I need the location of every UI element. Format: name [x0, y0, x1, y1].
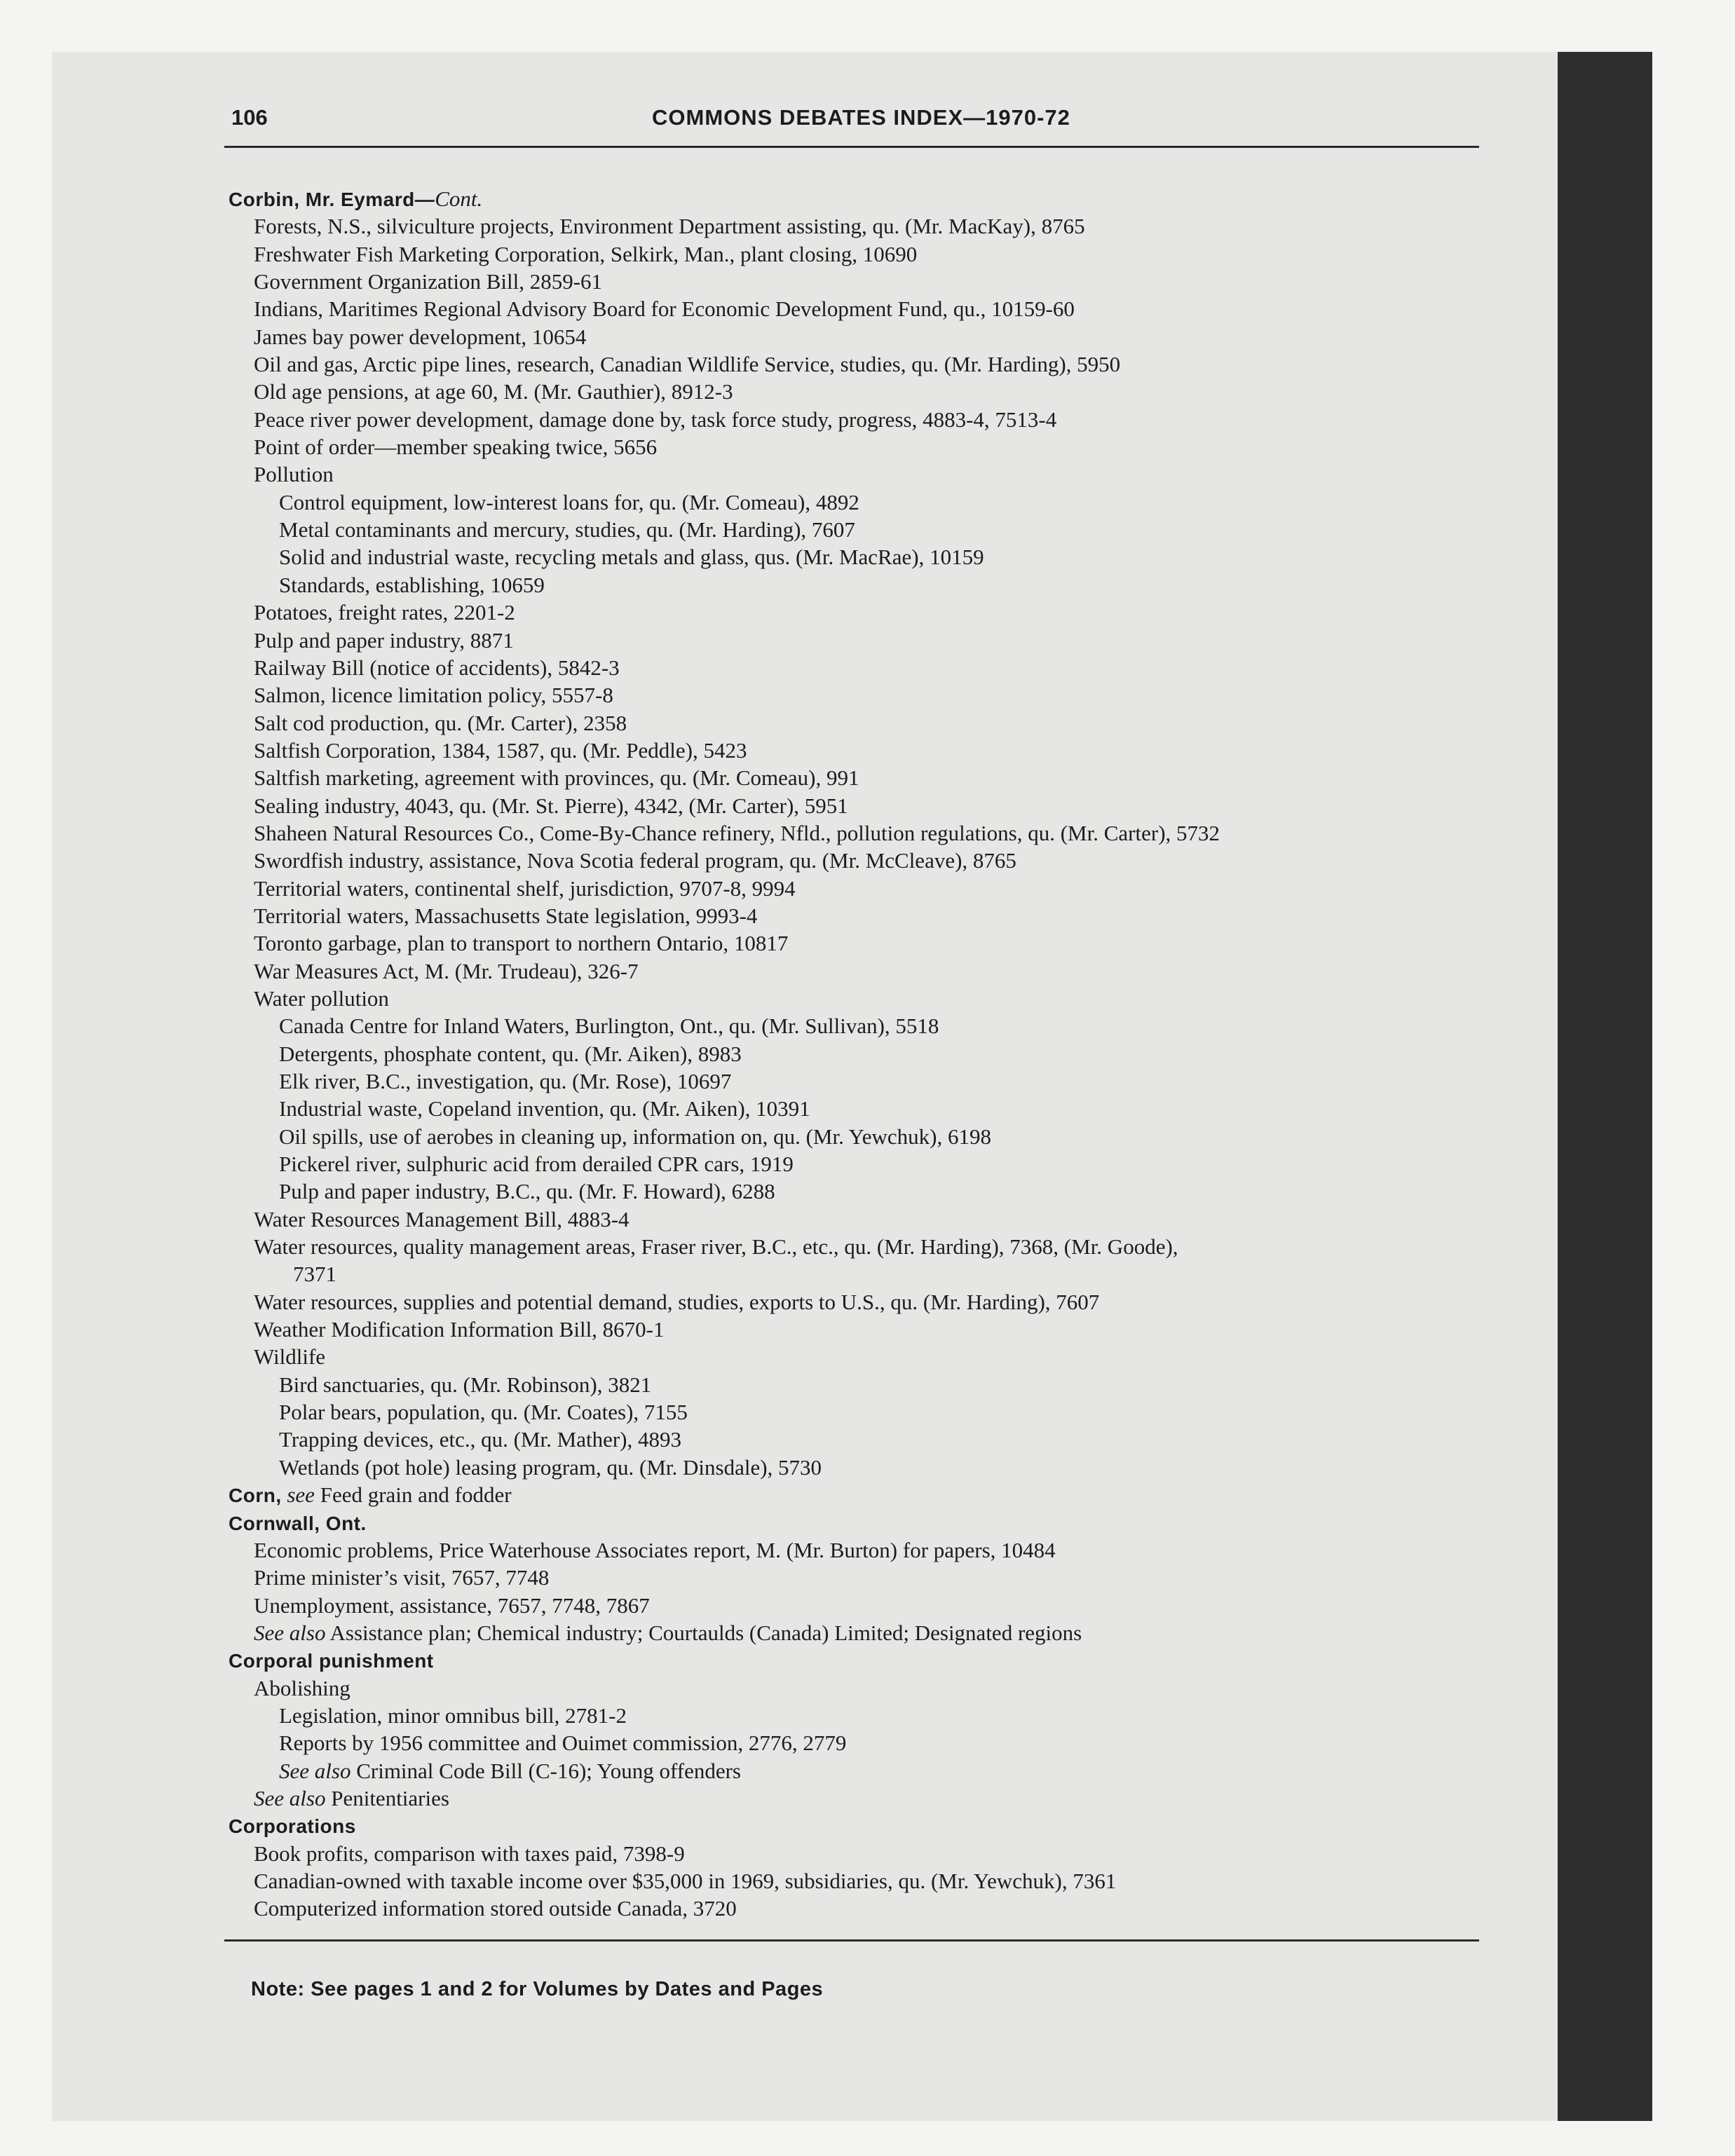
index-entry — [229, 1592, 1546, 1619]
footnote: Note: See pages 1 and 2 for Volumes by Dates and Pages — [251, 1978, 824, 2000]
entry-text: Canada Centre for Inland Waters, Burlington, Ont., qu. (Mr. Sullivan), 5518 — [279, 1014, 939, 1039]
entry-text: Saltfish marketing, agreement with provinces, qu. (Mr. Comeau), 991 — [254, 765, 859, 791]
index-entry — [229, 1729, 1546, 1756]
index-entry — [229, 571, 1546, 599]
index-entry — [229, 378, 1546, 405]
entry-text: Salt cod production, qu. (Mr. Carter), 2358 — [254, 710, 627, 735]
entry-text: Book profits, comparison with taxes paid, 7398-9 — [254, 1841, 685, 1866]
entry-text: Oil spills, use of aerobes in cleaning up, information on, qu. (Mr. Yewchuk), 6198 — [279, 1124, 991, 1149]
entry-text: Water resources, supplies and potential demand, studies, exports to U.S., qu. (Mr. Harding), 7607 — [254, 1289, 1100, 1314]
entry-text: Control equipment, low-interest loans for, qu. (Mr. Comeau), 4892 — [279, 489, 859, 514]
entry-text: Criminal Code Bill (C-16); Young offenders — [351, 1758, 741, 1783]
entry-text: Detergents, phosphate content, qu. (Mr. Aiken), 8983 — [279, 1041, 742, 1066]
index-heading — [229, 1812, 1546, 1839]
index-heading — [229, 1646, 1546, 1674]
index-entry — [229, 1067, 1546, 1095]
index-entry — [229, 847, 1546, 874]
index-entry — [229, 1288, 1546, 1316]
entry-text: Territorial waters, Massachusetts State legislation, 9993-4 — [254, 903, 758, 928]
index-entry — [229, 1123, 1546, 1150]
index-entry — [229, 1040, 1546, 1067]
entry-text: Reports by 1956 committee and Ouimet commission, 2776, 2779 — [279, 1731, 847, 1756]
index-entry — [229, 1316, 1546, 1343]
italic-text: see — [281, 1482, 315, 1508]
index-entry — [229, 1757, 1546, 1785]
italic-text: See also — [254, 1785, 326, 1810]
index-entry — [229, 1233, 1546, 1260]
index-entry — [229, 654, 1546, 681]
entry-text: Prime minister’s visit, 7657, 7748 — [254, 1565, 550, 1590]
entry-text: Indians, Maritimes Regional Advisory Board for Economic Development Fund, qu., 10159-60 — [254, 296, 1075, 322]
entry-text: Swordfish industry, assistance, Nova Scotia federal program, qu. (Mr. McCleave), 8765 — [254, 848, 1016, 873]
entry-text: Standards, establishing, 10659 — [279, 572, 545, 597]
index-entry — [229, 516, 1546, 543]
index-entry — [229, 1426, 1546, 1453]
heading-text: Corn, — [229, 1485, 282, 1507]
index-entry — [229, 1840, 1546, 1867]
entry-text: War Measures Act, M. (Mr. Trudeau), 326-7 — [254, 958, 639, 983]
index-entry — [229, 1398, 1546, 1426]
index-entry — [229, 1674, 1546, 1702]
index-entry — [229, 737, 1546, 764]
index-entry — [229, 599, 1546, 626]
index-entries — [229, 185, 1546, 1923]
index-entry — [229, 323, 1546, 350]
page-number: 106 — [231, 105, 268, 130]
entry-text: Water pollution — [254, 985, 389, 1011]
entry-text: Metal contaminants and mercury, studies, qu. (Mr. Harding), 7607 — [279, 517, 855, 543]
index-entry — [229, 1343, 1546, 1370]
index-entry — [229, 1564, 1546, 1591]
entry-text: Economic problems, Price Waterhouse Associates report, M. (Mr. Burton) for papers, 10484 — [254, 1537, 1056, 1562]
index-entry — [229, 709, 1546, 737]
entry-text: James bay power development, 10654 — [254, 324, 587, 349]
entry-text: Legislation, minor omnibus bill, 2781-2 — [279, 1703, 627, 1728]
entry-text: Pulp and paper industry, 8871 — [254, 627, 514, 653]
index-entry — [229, 460, 1546, 488]
index-entry — [229, 1178, 1546, 1205]
entry-text: Pollution — [254, 462, 334, 487]
index-entry — [229, 240, 1546, 268]
page-header — [224, 105, 1486, 140]
index-entry — [229, 1012, 1546, 1039]
entry-text: Solid and industrial waste, recycling metals and glass, qus. (Mr. MacRae), 10159 — [279, 545, 984, 570]
entry-text: Pickerel river, sulphuric acid from derailed CPR cars, 1919 — [279, 1152, 794, 1177]
index-entry — [229, 433, 1546, 460]
index-entry — [229, 295, 1546, 322]
index-entry — [229, 957, 1546, 985]
entry-text: Toronto garbage, plan to transport to northern Ontario, 10817 — [254, 931, 789, 956]
index-entry — [229, 1454, 1546, 1481]
entry-text: Abolishing — [254, 1675, 351, 1700]
index-entry — [229, 268, 1546, 295]
index-entry — [229, 1867, 1546, 1895]
index-entry — [229, 875, 1546, 902]
entry-text: Water Resources Management Bill, 4883-4 — [254, 1206, 630, 1231]
index-entry — [229, 902, 1546, 929]
entry-text: Water resources, quality management areas, Fraser river, B.C., etc., qu. (Mr. Harding), 7368, (Mr. Goode), — [254, 1234, 1178, 1260]
footer-rule — [224, 1939, 1479, 1942]
italic-text: See also — [254, 1620, 326, 1645]
entry-text: Sealing industry, 4043, qu. (Mr. St. Pierre), 4342, (Mr. Carter), 5951 — [254, 793, 848, 818]
page-edge-shadow — [1558, 52, 1652, 2121]
index-entry — [229, 627, 1546, 654]
entry-text: Government Organization Bill, 2859-61 — [254, 269, 603, 294]
entry-text: Industrial waste, Copeland invention, qu. (Mr. Aiken), 10391 — [279, 1096, 810, 1121]
italic-text: See also — [279, 1758, 351, 1783]
index-entry — [229, 489, 1546, 516]
entry-text: Penitentiaries — [325, 1785, 449, 1810]
index-entry — [229, 985, 1546, 1012]
entry-text: Shaheen Natural Resources Co., Come-By-Chance refinery, Nfld., pollution regulations, qu. (Mr. Carter), 5732 — [254, 820, 1220, 845]
entry-text: Saltfish Corporation, 1384, 1587, qu. (Mr. Peddle), 5423 — [254, 737, 747, 763]
entry-text: Peace river power development, damage done by, task force study, progress, 4883-4, 7513-4 — [254, 407, 1057, 432]
entry-text: Bird sanctuaries, qu. (Mr. Robinson), 3821 — [279, 1372, 652, 1397]
index-entry — [229, 1371, 1546, 1398]
index-entry — [229, 1785, 1546, 1812]
index-entry — [229, 1536, 1546, 1564]
index-entry — [229, 929, 1546, 957]
entry-text: Canadian-owned with taxable income over $35,000 in 1969, subsidiaries, qu. (Mr. Yewchuk), 7361 — [254, 1868, 1117, 1893]
index-heading — [229, 1481, 1546, 1508]
heading-text: Cornwall, Ont. — [229, 1512, 367, 1534]
entry-text: Oil and gas, Arctic pipe lines, research, Canadian Wildlife Service, studies, qu. (Mr. Harding), 5950 — [254, 352, 1121, 377]
index-entry — [229, 1150, 1546, 1178]
entry-text: Territorial waters, continental shelf, jurisdiction, 9707-8, 9994 — [254, 875, 796, 901]
entry-text: Old age pensions, at age 60, M. (Mr. Gauthier), 8912-3 — [254, 379, 733, 404]
index-entry — [229, 1702, 1546, 1729]
index-entry — [229, 406, 1546, 433]
heading-text: Corporations — [229, 1815, 356, 1838]
entry-text: Unemployment, assistance, 7657, 7748, 7867 — [254, 1592, 650, 1618]
index-entry-continuation — [229, 1260, 1546, 1288]
entry-text: Wildlife — [254, 1344, 326, 1370]
entry-text: Wetlands (pot hole) leasing program, qu. (Mr. Dinsdale), 5730 — [279, 1454, 822, 1480]
entry-text: Potatoes, freight rates, 2201-2 — [254, 600, 515, 625]
entry-text: Feed grain and fodder — [314, 1482, 512, 1508]
index-entry — [229, 212, 1546, 240]
index-entry — [229, 1095, 1546, 1122]
index-entry — [229, 819, 1546, 847]
index-entry — [229, 1619, 1546, 1646]
running-title: COMMONS DEBATES INDEX—1970-72 — [652, 105, 1070, 130]
entry-text: Point of order—member speaking twice, 5656 — [254, 435, 658, 460]
entry-text: Weather Modification Information Bill, 8670-1 — [254, 1317, 665, 1342]
entry-text: Elk river, B.C., investigation, qu. (Mr. Rose), 10697 — [279, 1069, 732, 1093]
entry-text: Salmon, licence limitation policy, 5557-8 — [254, 683, 613, 708]
entry-text: Forests, N.S., silviculture projects, Environment Department assisting, qu. (Mr. MacKay), 8765 — [254, 214, 1085, 239]
entry-text: Computerized information stored outside Canada, 3720 — [254, 1896, 737, 1921]
index-entry — [229, 350, 1546, 378]
entry-text: 7371 — [293, 1262, 336, 1287]
entry-text: Trapping devices, etc., qu. (Mr. Mather), 4893 — [279, 1427, 681, 1452]
heading-text: Corbin, Mr. Eymard— — [229, 189, 435, 210]
index-entry — [229, 792, 1546, 819]
index-entry — [229, 1895, 1546, 1922]
header-rule — [224, 146, 1479, 148]
heading-text: Corporal punishment — [229, 1650, 434, 1672]
index-entry — [229, 681, 1546, 709]
index-entry — [229, 764, 1546, 791]
entry-text: Polar bears, population, qu. (Mr. Coates), 7155 — [279, 1400, 688, 1425]
index-entry — [229, 543, 1546, 571]
index-entry — [229, 1206, 1546, 1233]
index-heading — [229, 185, 1546, 212]
index-heading — [229, 1509, 1546, 1536]
entry-text: Railway Bill (notice of accidents), 5842-3 — [254, 655, 620, 680]
italic-text: Cont. — [435, 186, 483, 211]
entry-text: Freshwater Fish Marketing Corporation, Selkirk, Man., plant closing, 10690 — [254, 241, 918, 266]
entry-text: Pulp and paper industry, B.C., qu. (Mr. F. Howard), 6288 — [279, 1179, 775, 1204]
entry-text: Assistance plan; Chemical industry; Courtaulds (Canada) Limited; Designated regions — [325, 1620, 1082, 1645]
